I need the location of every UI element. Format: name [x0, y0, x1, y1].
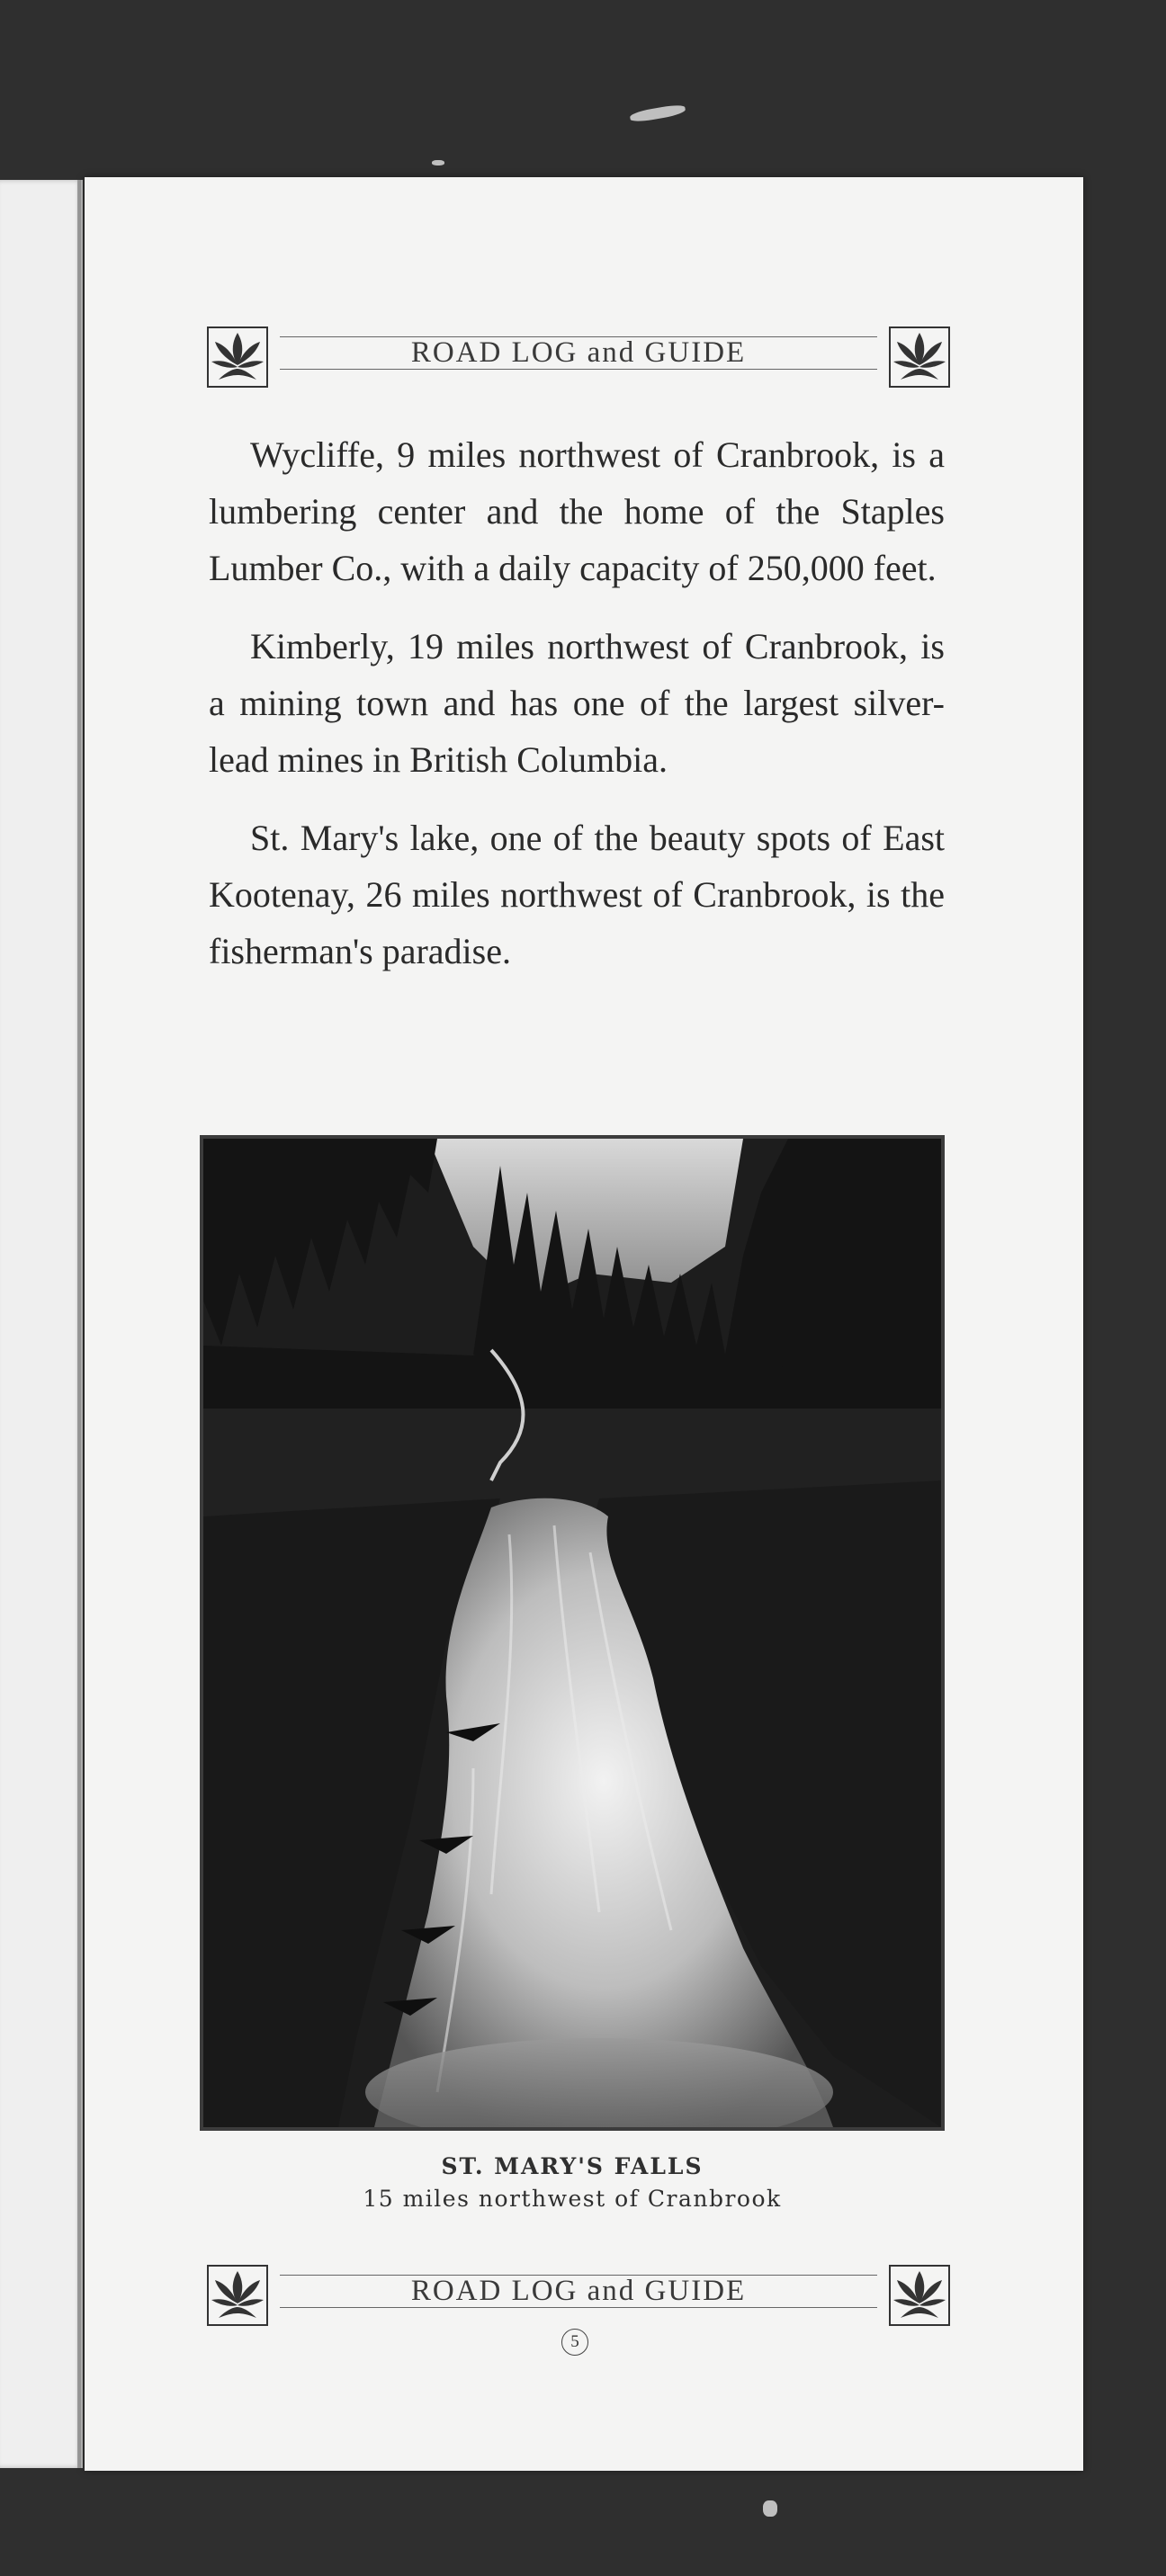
photo-caption-subtitle: 15 miles northwest of Cranbrook: [363, 2186, 782, 2212]
scan-speck: [763, 2500, 777, 2517]
waterfall-image: [203, 1139, 941, 2127]
page-number: 5: [561, 2329, 588, 2356]
running-head-bottom: [206, 2264, 951, 2327]
waterfall-photo: [200, 1135, 945, 2131]
paragraph-wycliffe: Wycliffe, 9 miles northwest of Cranbrook, is a lumbering center and the home of the Staples Lumber Co., with a daily capacity of 250,000 feet.: [209, 434, 945, 588]
foot-rule-bottom: [280, 2307, 877, 2308]
body-text: [209, 426, 945, 1001]
paragraph-st-marys-lake: St. Mary's lake, one of the beauty spots of East Kootenay, 26 miles northwest of Cranbrook, is the fisherman's paradise.: [209, 818, 945, 971]
running-head-top: [206, 326, 951, 389]
scan-speck: [629, 103, 686, 124]
running-foot-title: ROAD LOG and GUIDE: [410, 2275, 747, 2307]
leaf-ornament-icon: [888, 326, 951, 389]
leaf-ornament-icon: [888, 2264, 951, 2327]
leaf-ornament-icon: [206, 2264, 269, 2327]
scan-speck: [432, 160, 444, 165]
document-page: [85, 177, 1083, 2471]
leaf-ornament-icon: [206, 326, 269, 389]
photo-caption-title: ST. MARY'S FALLS: [441, 2153, 704, 2179]
head-rule-bottom: [280, 369, 877, 370]
paragraph-kimberly: Kimberly, 19 miles northwest of Cranbrook, is a mining town and has one of the largest silver-lead mines in British Columbia.: [209, 626, 945, 780]
running-head-title: ROAD LOG and GUIDE: [410, 336, 747, 369]
book-spine: [77, 180, 81, 2468]
facing-page-edge: [0, 180, 83, 2468]
